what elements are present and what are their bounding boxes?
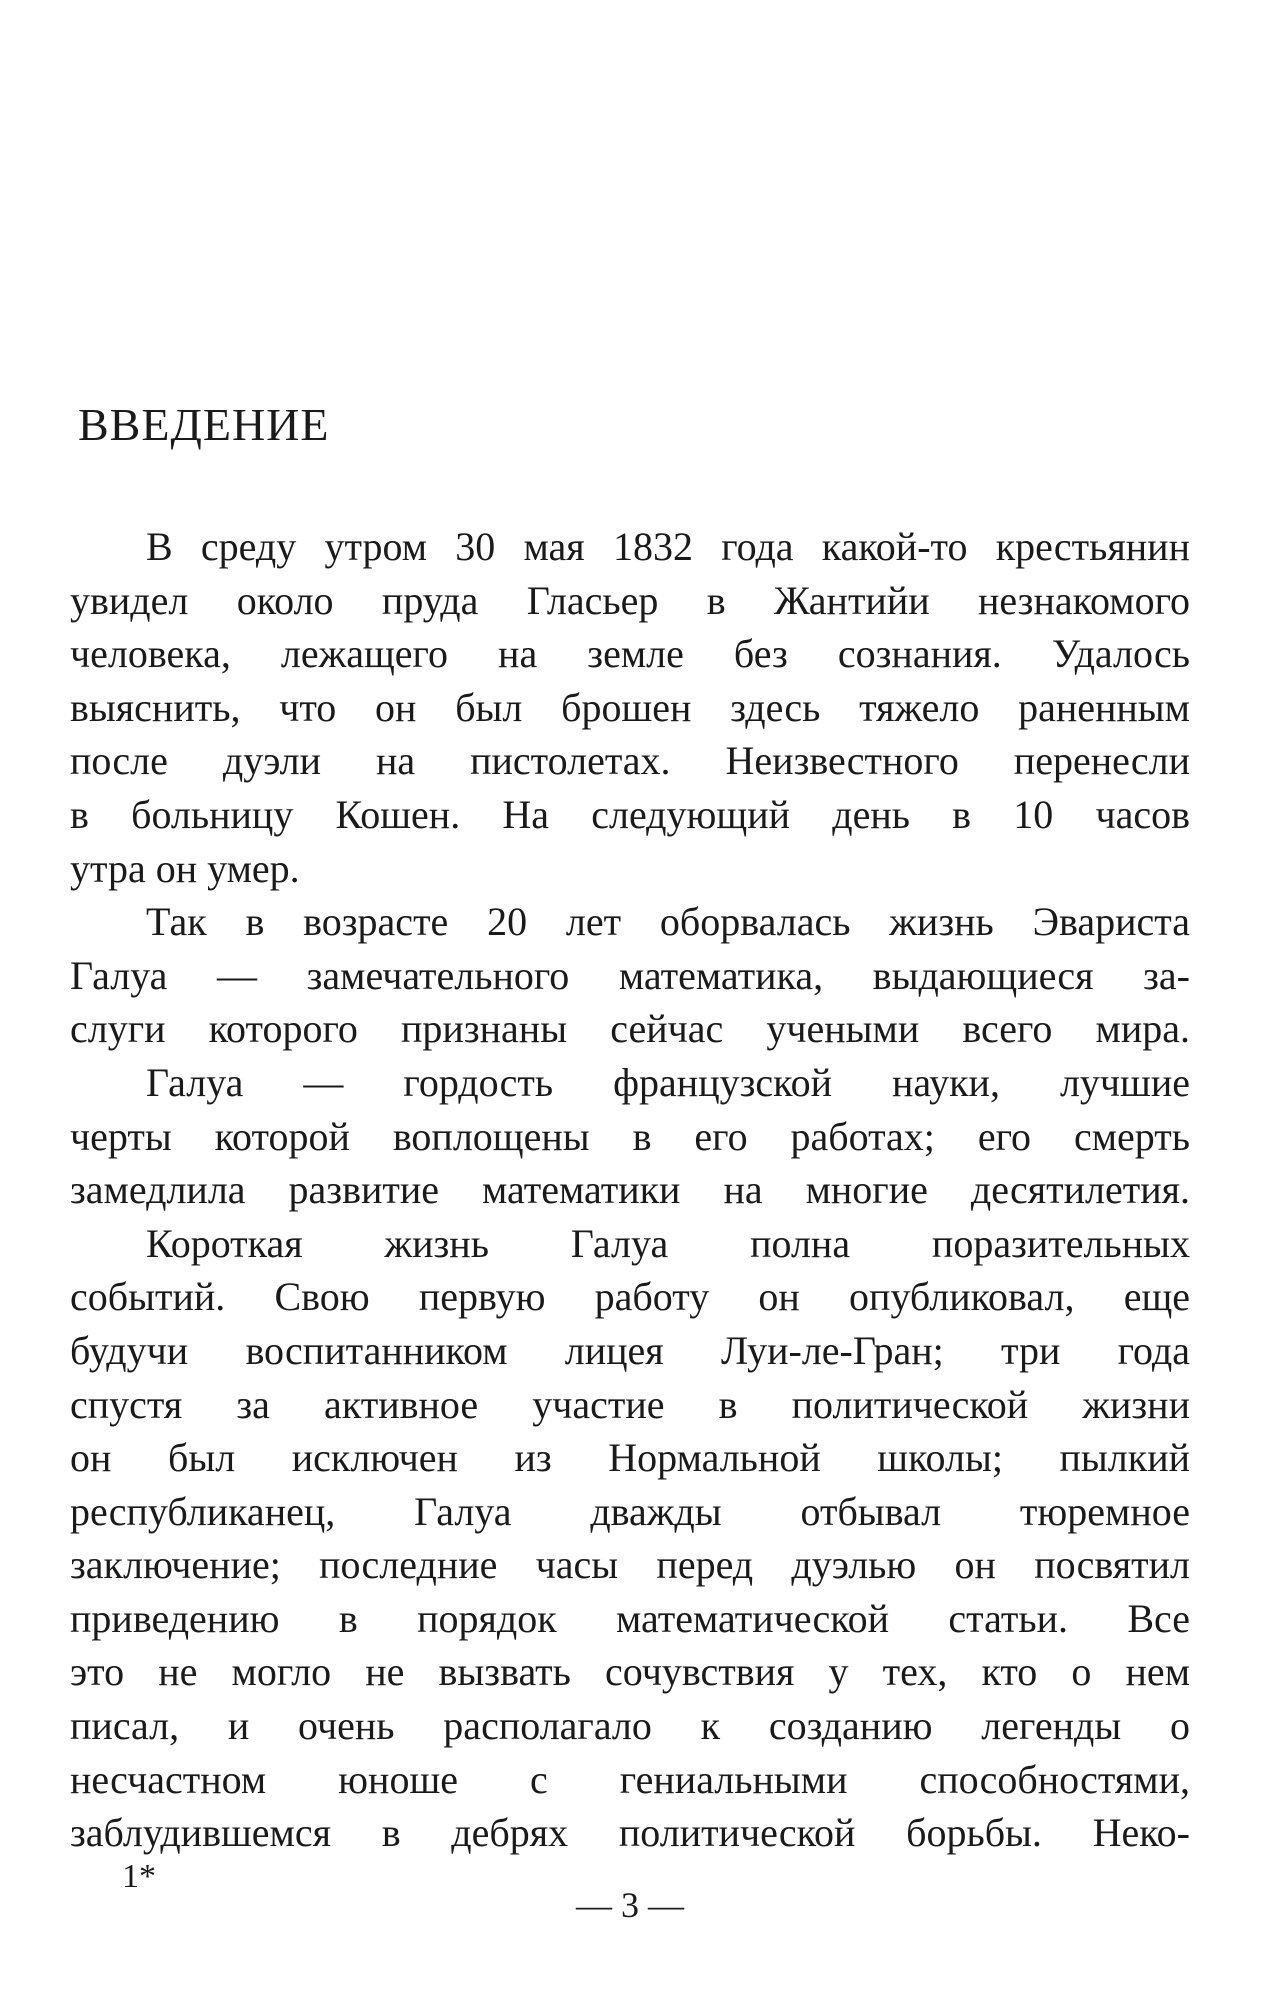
text-line: Галуа — замечательного математика, выдающиеся за- [70,952,1190,998]
body-text [70,520,1190,1860]
text-line: замедлила развитие математики на многие десятилетия. [70,1167,1190,1213]
text-line: событий. Свою первую работу он опубликовал, еще [70,1274,1190,1320]
text-line: он был исключен из Нормальной школы; пылкий [70,1435,1190,1481]
text-line: утра он умер. [70,845,300,891]
text-line: выяснить, что он был брошен здесь тяжело раненным [70,684,1190,730]
text-line: приведению в порядок математической статьи. Все [70,1595,1190,1641]
text-line: после дуэли на пистолетах. Неизвестного перенесли [70,738,1190,784]
text-line: увидел около пруда Гласьер в Жантийи незнакомого [70,577,1190,623]
text-line: несчастном юноше с гениальными способностями, [70,1756,1190,1802]
text-line: заблудившемся в дебрях политической борьбы. Неко- [70,1810,1190,1856]
text-line: это не могло не вызвать сочувствия у тех, кто о нем [70,1649,1190,1695]
text-line: черты которой воплощены в его работах; его смерть [70,1113,1190,1159]
text-line: Короткая жизнь Галуа полна поразительных [146,1220,1190,1266]
text-line: Галуа — гордость французской науки, лучшие [146,1059,1190,1105]
text-line: В среду утром 30 мая 1832 года какой-то крестьянин [146,524,1190,569]
chapter-heading: ВВЕДЕНИЕ [78,399,330,450]
text-line: республиканец, Галуа дважды отбывал тюремное [70,1488,1190,1534]
text-line: спустя за активное участие в политической жизни [70,1381,1190,1427]
text-line: в больницу Кошен. На следующий день в 10 часов [70,791,1190,837]
page-number: — 3 — [576,1885,684,1925]
text-line: заключение; последние часы перед дуэлью он посвятил [70,1542,1190,1588]
text-line: будучи воспитанником лицея Луи-ле-Гран; три года [70,1327,1190,1373]
text-line: человека, лежащего на земле без сознания. Удалось [70,631,1190,677]
text-line: Так в возрасте 20 лет оборвалась жизнь Эвариста [146,899,1190,945]
signature-mark: 1* [122,1858,156,1895]
text-line: слуги которого признаны сейчас учеными всего мира. [70,1006,1190,1052]
text-line: писал, и очень располагало к созданию легенды о [70,1703,1190,1749]
